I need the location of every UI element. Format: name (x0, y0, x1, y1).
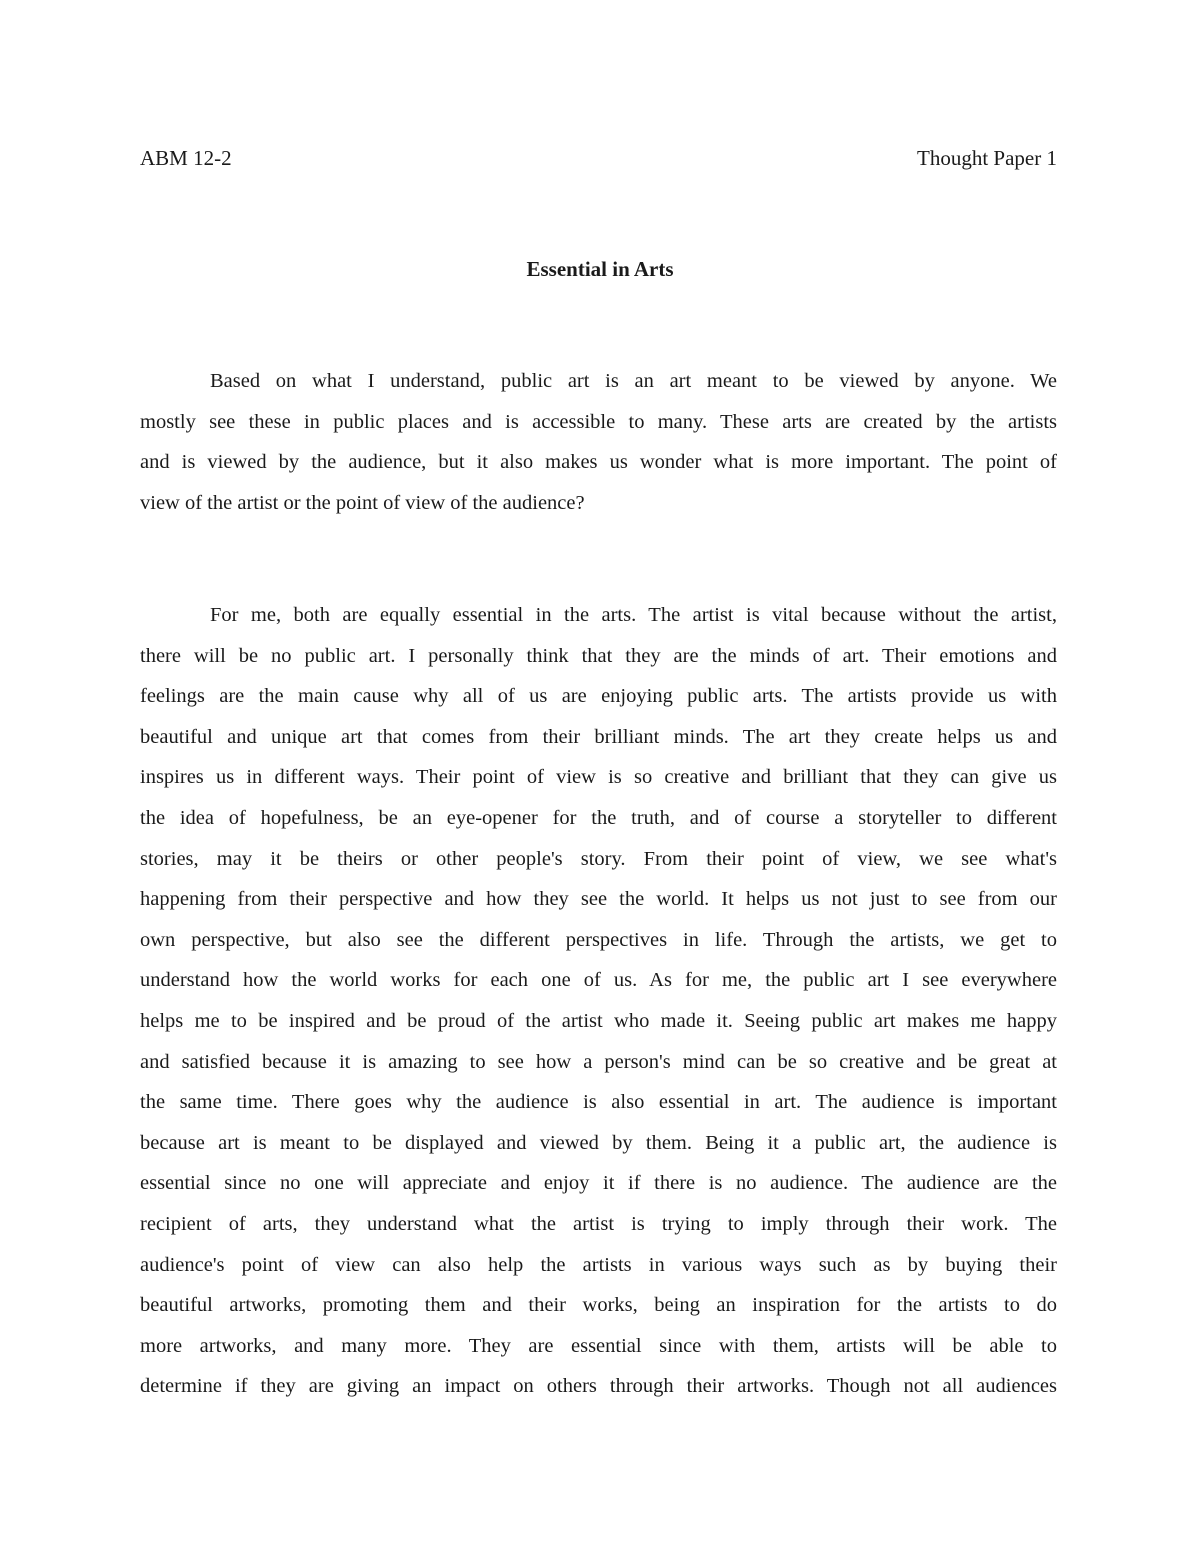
paragraph-line: audience's point of view can also help the artists in various ways such as by buying their (140, 1253, 1057, 1276)
paragraph-line: helps me to be inspired and be proud of the artist who made it. Seeing public art makes me happy (140, 1009, 1057, 1032)
paragraph-line: more artworks, and many more. They are essential since with them, artists will be able to (140, 1334, 1057, 1357)
paragraph-line: own perspective, but also see the different perspectives in life. Through the artists, we get to (140, 928, 1057, 951)
paragraph-line: the same time. There goes why the audience is also essential in art. The audience is important (140, 1091, 1057, 1114)
paragraph-line: understand how the world works for each one of us. As for me, the public art I see everywhere (140, 969, 1057, 992)
header-paper-label: Thought Paper 1 (917, 146, 1057, 170)
paragraph-line: inspires us in different ways. Their point of view is so creative and brilliant that they can give us (140, 766, 1057, 789)
paragraph-line: there will be no public art. I personally think that they are the minds of art. Their emotions and (140, 644, 1057, 667)
paragraph-line: beautiful artworks, promoting them and their works, being an inspiration for the artists to do (140, 1294, 1057, 1317)
paragraph-line: stories, may it be theirs or other people's story. From their point of view, we see what's (140, 847, 1057, 870)
paragraph-line: beautiful and unique art that comes from their brilliant minds. The art they create helps us and (140, 725, 1057, 748)
paragraph-line: Based on what I understand, public art is an art meant to be viewed by anyone. We (210, 370, 1057, 392)
paragraph-line: mostly see these in public places and is accessible to many. These arts are created by the artists (140, 410, 1057, 433)
paragraph-line: feelings are the main cause why all of us are enjoying public arts. The artists provide us with (140, 685, 1057, 708)
paragraph-line: view of the artist or the point of view of the audience? (140, 491, 585, 514)
paragraph-line: recipient of arts, they understand what the artist is trying to imply through their work. The (140, 1212, 1057, 1235)
paragraph-2 (140, 595, 1057, 1407)
paragraph-line: the idea of hopefulness, be an eye-opener for the truth, and of course a storyteller to different (140, 806, 1057, 829)
paragraph-line: essential since no one will appreciate and enjoy it if there is no audience. The audience are the (140, 1172, 1057, 1195)
document-title: Essential in Arts (526, 257, 674, 281)
paragraph-line: For me, both are equally essential in the arts. The artist is vital because without the artist, (210, 604, 1057, 626)
paragraph-line: and is viewed by the audience, but it also makes us wonder what is more important. The point of (140, 451, 1057, 474)
paragraph-line: because art is meant to be displayed and viewed by them. Being it a public art, the audience is (140, 1131, 1057, 1154)
paragraph-line: determine if they are giving an impact on others through their artworks. Though not all audiences (140, 1375, 1057, 1398)
paragraph-line: happening from their perspective and how they see the world. It helps us not just to see from our (140, 888, 1057, 911)
header-section-label: ABM 12-2 (140, 146, 232, 170)
paragraph-1 (140, 361, 1057, 523)
paragraph-line: and satisfied because it is amazing to see how a person's mind can be so creative and be great at (140, 1050, 1057, 1073)
